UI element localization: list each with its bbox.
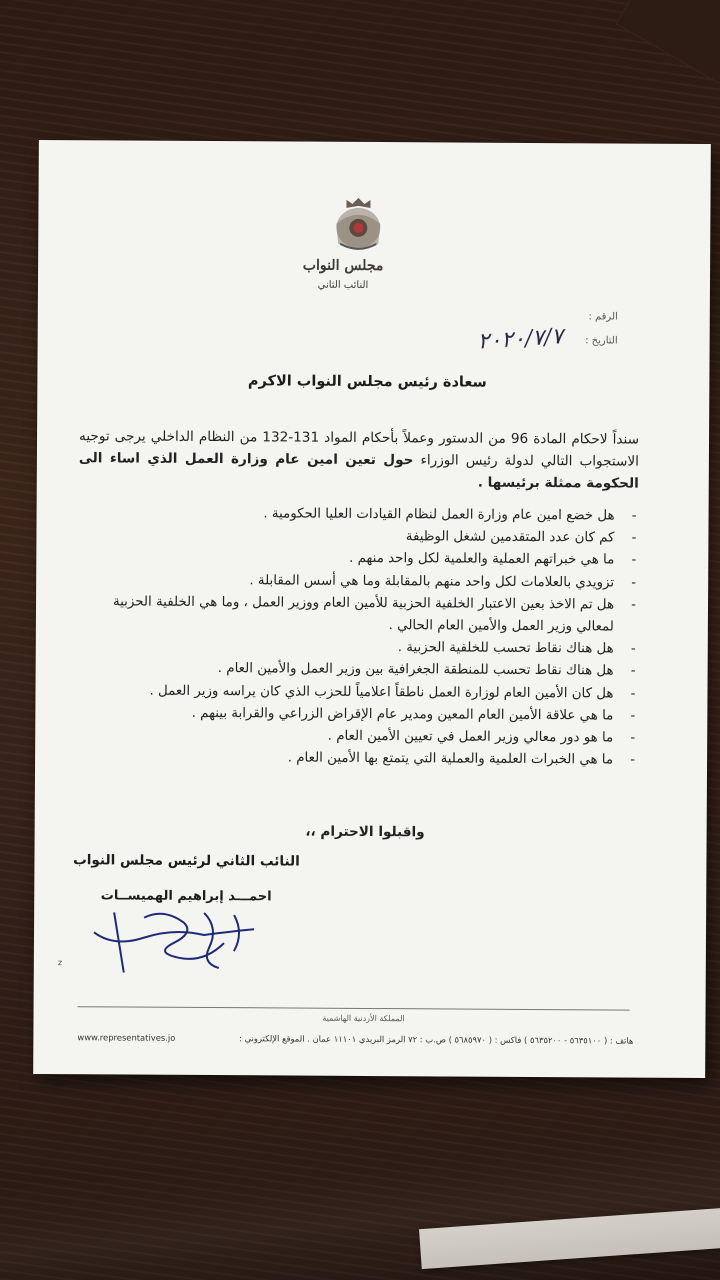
intro-paragraph — [79, 425, 639, 494]
list-item: - تزويدي بالعلامات لكل واحد منهم بالمقابلة وما هي أسس المقابلة . — [78, 569, 638, 595]
footer-website: www.representatives.jo — [77, 1032, 176, 1043]
footer-kingdom: المملكة الأردنية الهاشمية — [322, 1013, 405, 1024]
question-list — [77, 502, 639, 772]
signatory-name: احمـــد إبراهيم الهميســات — [100, 888, 272, 905]
table-corner — [616, 0, 720, 84]
handwritten-signature — [84, 902, 264, 983]
list-item: - ما هي الخبرات العلمية والعملية التي يتمتع بها الأمين العام . — [77, 746, 637, 772]
list-item: - ما هي علاقة الأمين العام المعين ومدير عام الإقراض الزراعي والقرابة بينهم . — [77, 702, 637, 728]
handwritten-date: ٢٠٢٠/٧/٧ — [476, 324, 565, 355]
footer — [77, 1032, 633, 1051]
reference-number-label: الرقم : — [588, 311, 618, 323]
intro-text: سنداً لاحكام المادة 96 من الدستور وعملاً بأحكام المواد 131-132 من النظام الداخلي يرجى توجيه الاستجواب التالي لدولة رئيس الوزراء — [79, 428, 640, 470]
footer-contact: هاتف : ( ٥٦٣٥١٠٠ - ٥٦٣٥٢٠٠ ) فاكس : ( ٥٦٨٥٩٧٠ ) ص.ب : ٧٢ الرمز البريدي ١١١٠١ عمان . الموقع الإلكتروني : — [239, 1033, 634, 1046]
table-shading — [0, 1120, 720, 1280]
list-item: - هل تم الاخذ بعين الاعتبار الخلفية الحزبية للأمين العام ووزير العمل ، وما هي الخلفية الحزبية لمعالي وزير العمل والأمين العام الحالي . — [78, 591, 638, 639]
organization-name: مجلس النواب — [302, 257, 384, 275]
letterhead — [288, 257, 398, 291]
footer-divider — [78, 1006, 630, 1010]
office-name: النائب الثاني — [317, 279, 369, 291]
list-item: - هل هناك نقاط تحسب للخلفية الحزبية . — [78, 635, 638, 661]
list-item: - هل خضع امين عام وزارة العمل لنظام القيادات العليا الحكومية . — [79, 502, 639, 528]
list-item: - هل هناك نقاط تحسب للمنطقة الجغرافية بين وزير العمل والأمين العام . — [78, 658, 638, 684]
list-item: - كم كان عدد المتقدمين لشغل الوظيفة — [78, 524, 638, 550]
intro-subject: حول تعين امين عام وزارة العمل الذي اساء الى الحكومة ممثلة برئيسها . — [78, 450, 639, 492]
list-item: - ما هي خبراتهم العملية والعلمية لكل واحد منهم . — [78, 547, 638, 573]
list-item: - هل كان الأمين العام لوزارة العمل ناطقاً اعلامياً للحزب الذي كان يراسه وزير العمل . — [77, 680, 637, 706]
closing-line: واقبلوا الاحترام ،، — [305, 823, 425, 841]
letter-page — [33, 140, 711, 1078]
salutation: سعادة رئيس مجلس النواب الاكرم — [247, 373, 487, 391]
margin-mark: z — [57, 958, 63, 968]
signatory-title: النائب الثاني لرئيس مجلس النواب — [73, 852, 300, 870]
list-item: - ما هو دور معالي وزير العمل في تعيين الأمين العام . — [77, 724, 637, 750]
reference-date-label: التاريخ : — [585, 335, 618, 347]
coat-of-arms-icon — [330, 194, 386, 256]
